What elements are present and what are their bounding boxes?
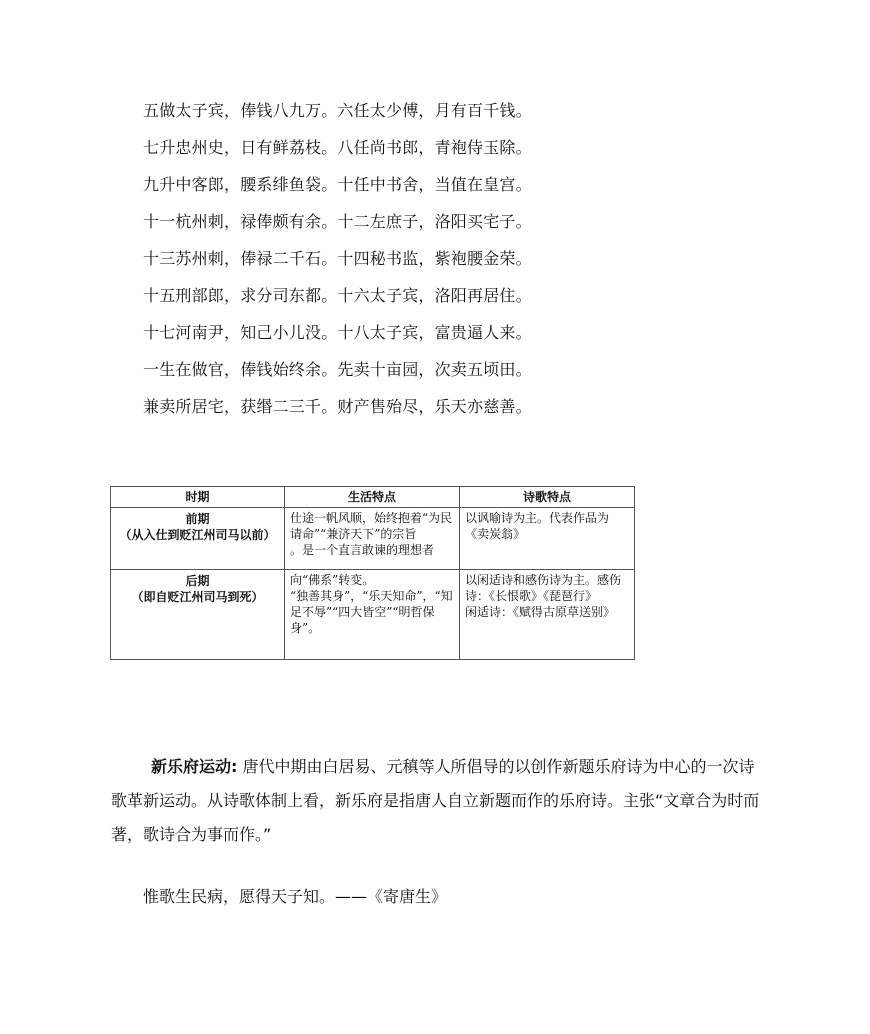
poetry-text: 以讽喻诗为主。代表作品为《卖炭翁》 xyxy=(465,511,610,541)
table-row xyxy=(111,570,635,660)
period-cell xyxy=(111,508,285,570)
poem-line: 十五刑部郎，求分司东都。十六太子宾，洛阳再居住。 xyxy=(143,286,532,305)
poem-line: 十一杭州刺，禄俸颇有余。十二左庶子，洛阳买宅子。 xyxy=(143,212,532,231)
quote-line: 惟歌生民病，愿得天子知。——《寄唐生》 xyxy=(143,887,448,906)
period-name: 前期 xyxy=(185,512,210,526)
life-cell xyxy=(285,508,460,570)
poetry-text: 以闲适诗和感伤诗为主。感伤诗：《长恨歌》《琵琶行》 xyxy=(465,573,622,603)
poem-line: 一生在做官，俸钱始终余。先卖十亩园，次卖五顷田。 xyxy=(143,360,532,379)
period-cell xyxy=(111,570,285,660)
header-poetry: 诗歌特点 xyxy=(460,487,635,508)
table-header-row xyxy=(111,487,635,508)
poem-line: 十七河南尹，知己小儿没。十八太子宾，富贵逼人来。 xyxy=(143,323,532,342)
life-text: “独善其身”，“乐天知命”，“知足不辱”“四大皆空”“明哲保身”。 xyxy=(290,589,453,635)
poem-lines xyxy=(143,92,532,425)
poem-line: 十三苏州刺，俸禄二千石。十四秘书监，紫袍腰金荣。 xyxy=(143,249,532,268)
life-text: 。是一个直言敢谏的理想者 xyxy=(290,543,435,557)
header-period: 时期 xyxy=(111,487,285,508)
section-term: 新乐府运动: xyxy=(151,757,238,776)
section-body: 唐代中期由白居易、元稹等人所倡导的以创作新题乐府诗为中心的一次诗歌革新运动。从诗歌体制上看，新乐府是指唐人自立新题而作的乐府诗。主张“文章合为时而著，歌诗合为事而作。” xyxy=(111,757,760,844)
table-row xyxy=(111,508,635,570)
poem-line: 兼卖所居宅，获缗二三千。财产售殆尽，乐天亦慈善。 xyxy=(143,397,532,416)
life-text: 向“佛系”转变。 xyxy=(290,573,375,587)
period-name: 后期 xyxy=(185,574,210,588)
poetry-text: 闲适诗：《赋得古原草送别》 xyxy=(465,605,616,619)
period-range: （即自贬江州司马到死） xyxy=(131,590,264,604)
poem-line: 五做太子宾，俸钱八九万。六任太少傅，月有百千钱。 xyxy=(143,101,532,120)
new-yuefu-paragraph xyxy=(111,750,761,852)
header-life: 生活特点 xyxy=(285,487,460,508)
poetry-cell xyxy=(460,570,635,660)
poem-line: 七升忠州史，日有鲜荔枝。八任尚书郎，青袍侍玉除。 xyxy=(143,138,532,157)
poem-line: 九升中客郎，腰系绯鱼袋。十任中书舍，当值在皇宫。 xyxy=(143,175,532,194)
life-cell xyxy=(285,570,460,660)
poetry-cell xyxy=(460,508,635,570)
life-text: 仕途一帆风顺，始终抱着“为民请命”“兼济天下”的宗旨 xyxy=(290,511,453,541)
life-periods-table xyxy=(110,486,635,660)
period-range: （从入仕到贬江州司马以前） xyxy=(119,528,276,542)
